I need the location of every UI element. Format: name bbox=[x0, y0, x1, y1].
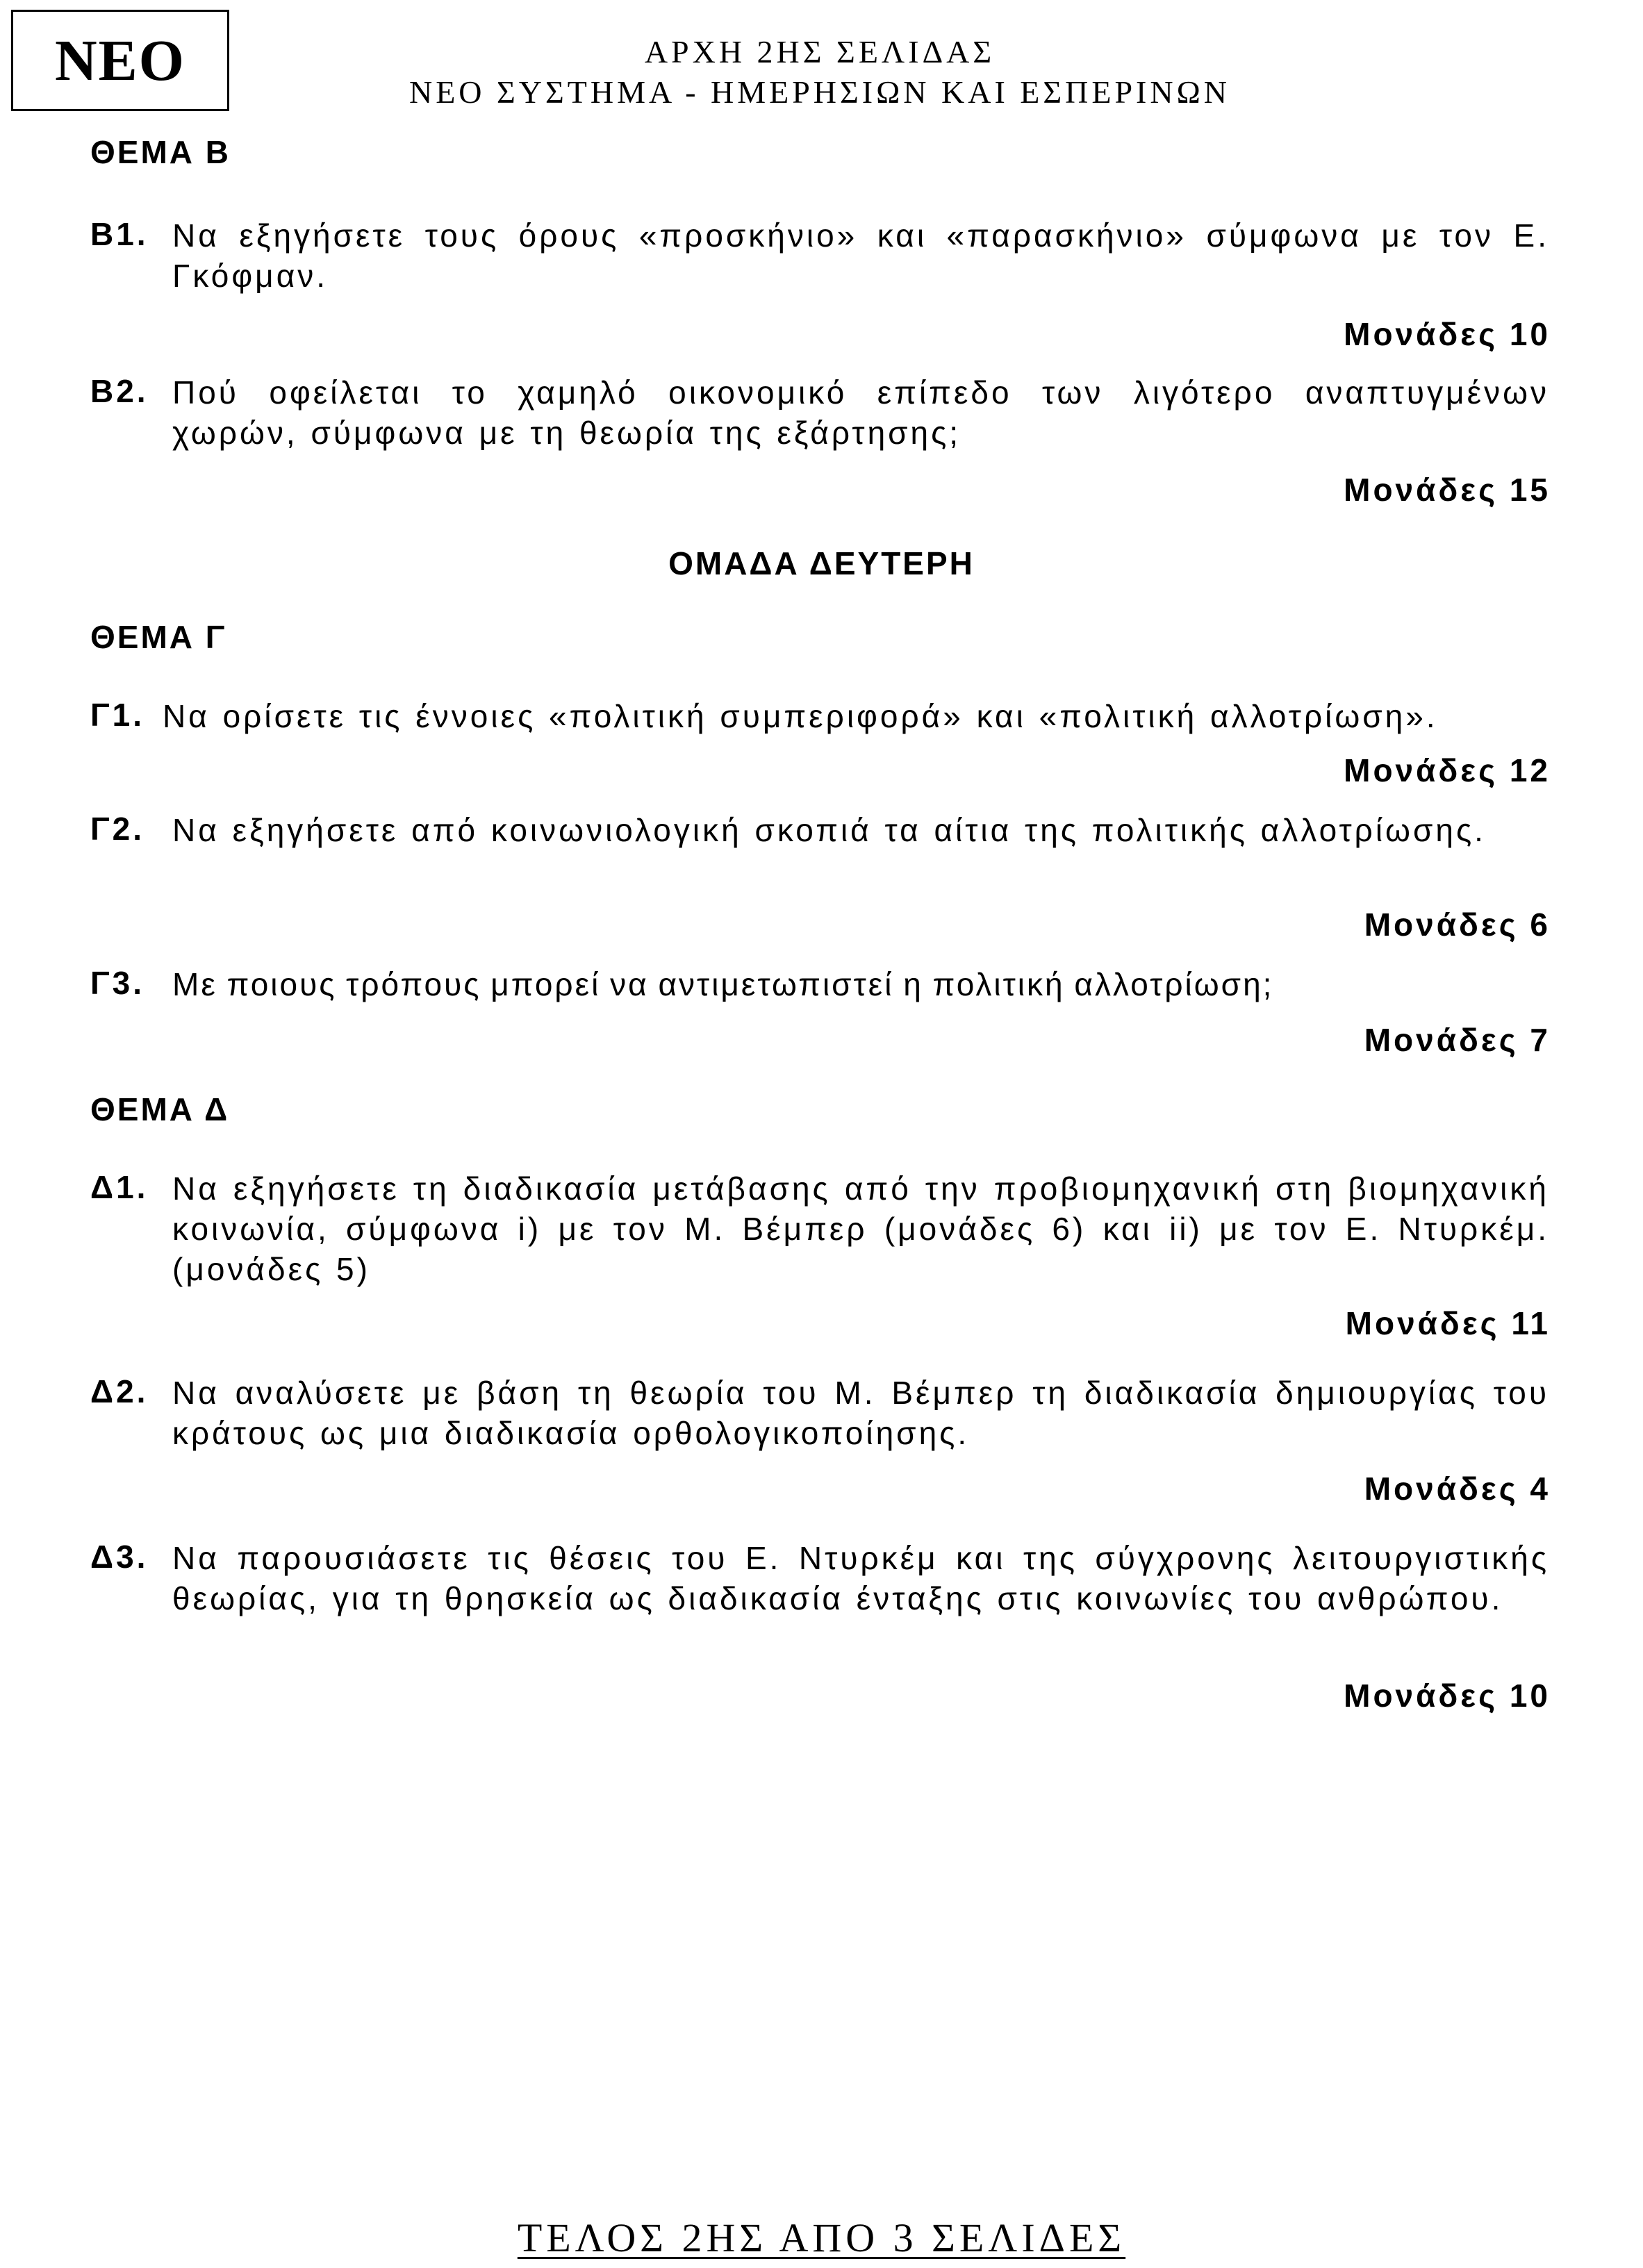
question-number: Γ3. bbox=[90, 965, 145, 1001]
question-text: Να αναλύσετε με βάση τη θεωρία του Μ. Βέμπερ τη διαδικασία δημιουργίας του κράτους ως μια διαδικασία ορθολογικοποίησης. bbox=[172, 1375, 1549, 1451]
score-b1: Μονάδες 10 bbox=[1344, 316, 1551, 352]
question-number: Δ3. bbox=[90, 1539, 149, 1575]
score-g3: Μονάδες 7 bbox=[1364, 1022, 1551, 1058]
question-number: Β2. bbox=[90, 373, 149, 409]
question-text: Να ορίσετε τις έννοιες «πολιτική συμπεριφορά» και «πολιτική αλλοτρίωση». bbox=[163, 698, 1438, 734]
group-two-heading: ΟΜΑΔΑ ΔΕΥΤΕΡΗ bbox=[668, 545, 975, 581]
page-footer-text: ΤΕΛΟΣ 2ΗΣ ΑΠΟ 3 ΣΕΛΙΔΕΣ bbox=[517, 2215, 1126, 2260]
thema-d-title: ΘΕΜΑ Δ bbox=[90, 1091, 230, 1127]
score-b2: Μονάδες 15 bbox=[1344, 472, 1551, 508]
thema-b-title: ΘΕΜΑ Β bbox=[90, 134, 231, 170]
question-number: Δ1. bbox=[90, 1169, 149, 1205]
question-text: Πού οφείλεται το χαμηλό οικονομικό επίπεδο των λιγότερο αναπτυγμένων χωρών, σύμφωνα με τη θεωρία της εξάρτησης; bbox=[172, 374, 1549, 451]
thema-g-title: ΘΕΜΑ Γ bbox=[90, 619, 227, 655]
score-g2: Μονάδες 6 bbox=[1364, 907, 1551, 943]
question-number: Γ1. bbox=[90, 697, 145, 733]
question-text: Να εξηγήσετε από κοινωνιολογική σκοπιά τα αίτια της πολιτικής αλλοτρίωσης. bbox=[172, 812, 1486, 848]
page-header-line2: ΝΕΟ ΣΥΣΤΗΜΑ - ΗΜΕΡΗΣΙΩΝ ΚΑΙ ΕΣΠΕΡΙΝΩΝ bbox=[408, 74, 1231, 110]
question-number: Γ2. bbox=[90, 811, 145, 847]
neo-stamp: ΝΕΟ bbox=[11, 10, 229, 111]
score-g1: Μονάδες 12 bbox=[1344, 752, 1551, 788]
question-text: Να παρουσιάσετε τις θέσεις του Ε. Ντυρκέμ και της σύγχρονης λειτουργιστικής θεωρίας, για τη θρησκεία ως διαδικασία ένταξης στις κοινωνίες του ανθρώπου. bbox=[172, 1540, 1549, 1616]
question-number: Β1. bbox=[90, 216, 149, 252]
score-d1: Μονάδες 11 bbox=[1345, 1305, 1551, 1341]
score-d2: Μονάδες 4 bbox=[1364, 1471, 1551, 1507]
question-number: Δ2. bbox=[90, 1373, 149, 1409]
question-text: Να εξηγήσετε τη διαδικασία μετάβασης από την προβιομηχανική στη βιομηχανική κοινωνία, σύμφωνα i) με τον Μ. Βέμπερ (μονάδες 6) και ii) με τον Ε. Ντυρκέμ. (μονάδες 5) bbox=[172, 1170, 1549, 1287]
page-header-line1: ΑΡΧΗ 2ΗΣ ΣΕΛΙΔΑΣ bbox=[644, 34, 996, 69]
score-d3: Μονάδες 10 bbox=[1344, 1678, 1551, 1714]
question-text: Με ποιους τρόπους μπορεί να αντιμετωπιστεί η πολιτική αλλοτρίωση; bbox=[172, 966, 1274, 1002]
question-text: Να εξηγήσετε τους όρους «προσκήνιο» και «παρασκήνιο» σύμφωνα με τον Ε. Γκόφμαν. bbox=[172, 217, 1549, 294]
page-footer bbox=[0, 2215, 1643, 2261]
